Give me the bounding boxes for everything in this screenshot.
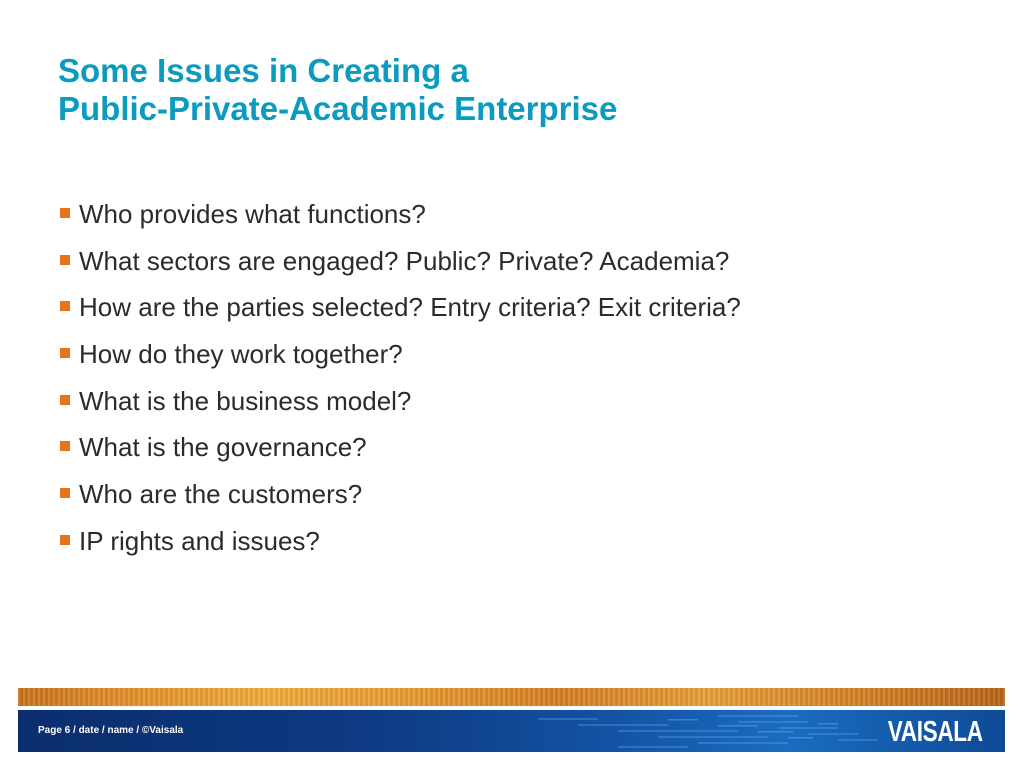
bullet-item — [60, 381, 741, 428]
bullet-list — [60, 194, 741, 568]
square-bullet-icon — [60, 488, 70, 498]
bullet-text: What sectors are engaged? Public? Private? Academia? — [79, 245, 730, 276]
bullet-text: What is the governance? — [79, 432, 367, 463]
slide-title-line-2: Public-Private-Academic Enterprise — [58, 90, 618, 127]
footer-page-info: Page 6 / date / name / ©Vaisala — [38, 725, 184, 736]
bullet-text: Who are the customers? — [79, 479, 363, 510]
square-bullet-icon — [60, 208, 70, 218]
square-bullet-icon — [60, 535, 70, 545]
footer-bar — [18, 710, 1005, 752]
square-bullet-icon — [60, 395, 70, 405]
slide-title — [58, 52, 617, 128]
bullet-text: What is the business model? — [79, 385, 412, 416]
bullet-item — [60, 474, 741, 521]
bullet-item — [60, 287, 741, 334]
slide-title-line-1: Some Issues in Creating a — [58, 52, 469, 89]
bullet-text: How do they work together? — [79, 339, 403, 370]
bullet-item — [60, 241, 741, 288]
square-bullet-icon — [60, 255, 70, 265]
bullet-item — [60, 334, 741, 381]
square-bullet-icon — [60, 348, 70, 358]
square-bullet-icon — [60, 301, 70, 311]
bullet-item — [60, 521, 741, 568]
bullet-text: Who provides what functions? — [79, 199, 426, 229]
bullet-item — [60, 427, 741, 474]
vaisala-logo: VAISALA — [888, 716, 983, 748]
bullet-item — [60, 194, 741, 241]
bullet-text: How are the parties selected? Entry criteria? Exit criteria? — [79, 292, 741, 323]
bullet-text: IP rights and issues? — [79, 525, 320, 556]
square-bullet-icon — [60, 441, 70, 451]
footer-orange-strip — [18, 688, 1005, 706]
